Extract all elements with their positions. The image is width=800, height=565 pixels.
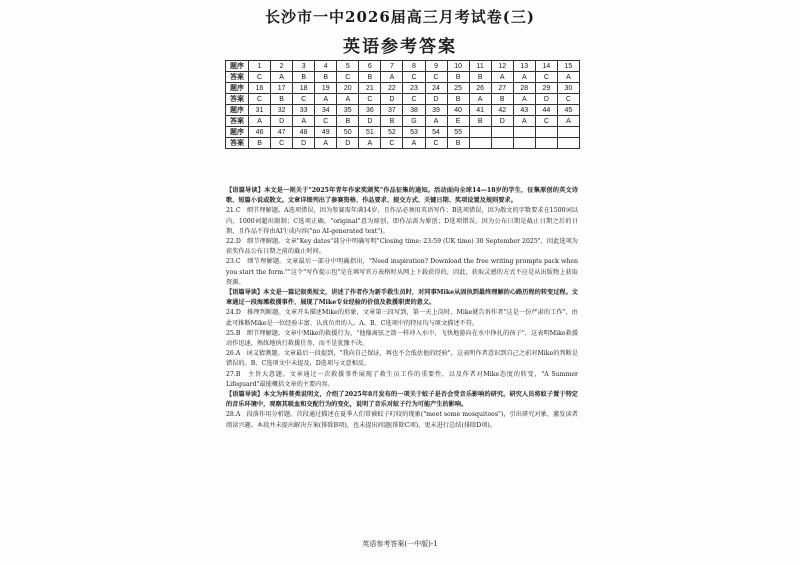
page-subtitle: 英语参考答案 (343, 37, 457, 57)
row-label: 题序 (226, 61, 249, 72)
answer-cell: A (403, 138, 425, 149)
answer-cell: A (513, 116, 535, 127)
answer-cell: 55 (447, 127, 469, 138)
row-label: 题序 (226, 127, 249, 138)
row-label: 答案 (226, 94, 249, 105)
answer-cell: 41 (469, 105, 491, 116)
answer-cell: 9 (425, 61, 447, 72)
answer-cell: 5 (337, 61, 359, 72)
answer-cell: 28 (513, 83, 535, 94)
answer-cell: D (535, 94, 557, 105)
page-title: 长沙市一中2026届高三月考试卷(三) (265, 8, 535, 26)
answer-cell: B (293, 72, 315, 83)
answer-cell: G (403, 116, 425, 127)
answer-cell: A (425, 116, 447, 127)
answer-cell: 44 (535, 105, 557, 116)
answer-cell: C (249, 72, 271, 83)
answer-cell (491, 138, 513, 149)
answer-cell: B (447, 138, 469, 149)
answer-cell: B (447, 72, 469, 83)
answer-cell: 1 (249, 61, 271, 72)
answer-cell: 19 (315, 83, 337, 94)
answer-cell: B (469, 116, 491, 127)
answer-cell: C (425, 138, 447, 149)
answer-cell: 32 (271, 105, 293, 116)
answer-cell: D (271, 116, 293, 127)
answer-table-row (226, 83, 580, 94)
answer-cell: A (359, 138, 381, 149)
row-label: 题序 (226, 83, 249, 94)
answer-cell: B (249, 138, 271, 149)
answer-explanation: 21.C 细节理解题。A选项错误，因为参赛需年满14岁，且作品必须用英语写作；B选项错误，因为散文的字数要求在1500词以内，1000词超出限制；C选项正确，"original"意为原创，即作品需为原创；D选项错误，因为公布日期是截止日期之后的日期，且作品不得由AI生成内容("no AI-generated text")。 (226, 207, 578, 235)
answer-cell: 20 (337, 83, 359, 94)
answer-cell: C (293, 94, 315, 105)
answer-table-row (226, 72, 580, 83)
answer-cell: 40 (447, 105, 469, 116)
answer-cell: 2 (271, 61, 293, 72)
answer-cell: B (469, 72, 491, 83)
answer-table-row (226, 61, 580, 72)
answer-cell (557, 138, 579, 149)
answer-cell: 23 (403, 83, 425, 94)
answer-cell: 35 (337, 105, 359, 116)
answer-cell: 43 (513, 105, 535, 116)
answer-cell: A (491, 72, 513, 83)
answer-cell: A (249, 116, 271, 127)
answer-cell: 53 (403, 127, 425, 138)
answer-cell: 30 (557, 83, 579, 94)
answer-cell: C (381, 138, 403, 149)
answer-cell: C (359, 94, 381, 105)
answer-cell: 3 (293, 61, 315, 72)
answer-cell: A (337, 94, 359, 105)
answer-cell: 31 (249, 105, 271, 116)
answer-cell: C (403, 94, 425, 105)
answer-cell (557, 127, 579, 138)
row-label: 答案 (226, 116, 249, 127)
answer-cell (513, 127, 535, 138)
answer-cell: 26 (469, 83, 491, 94)
answer-cell: E (447, 116, 469, 127)
answer-cell: A (513, 72, 535, 83)
answer-cell: C (403, 72, 425, 83)
answer-cell: C (315, 116, 337, 127)
answer-cell: 38 (403, 105, 425, 116)
answer-cell: 24 (425, 83, 447, 94)
answer-explanation: 24.D 推理判断题。文章开头描述Mike的形象，文章第三段写到，第一天上岗时，Mike就告诉作者"这是一份严肃的工作"，由此可推断Mike是一位经验丰富、认真负责的人。A、B、C选项中的特征均与原文描述不符。 (226, 309, 578, 327)
answer-cell: B (381, 116, 403, 127)
answer-cell: 10 (447, 61, 469, 72)
answer-cell: D (337, 138, 359, 149)
answer-cell: 46 (249, 127, 271, 138)
answer-cell: 48 (293, 127, 315, 138)
answer-cell: B (447, 94, 469, 105)
answer-cell: 49 (315, 127, 337, 138)
answer-explanation: 26.A 词义猜测题。文章最后一段提到，"我向自己保证，再也不会低估他的经验"，这表明作者意识到自己之前对Mike的判断是错误的。B、C选项文中未提及，D选项与文意相反。 (226, 350, 578, 368)
answer-cell: 17 (271, 83, 293, 94)
answer-table-row (226, 116, 580, 127)
answer-cell: 12 (491, 61, 513, 72)
answer-cell: 36 (359, 105, 381, 116)
answer-cell: 4 (315, 61, 337, 72)
explanation-body (226, 186, 578, 431)
answer-table (225, 60, 580, 149)
answer-table-row (226, 138, 580, 149)
answer-table-row (226, 105, 580, 116)
answer-cell: 25 (447, 83, 469, 94)
answer-cell (491, 127, 513, 138)
answer-cell: 18 (293, 83, 315, 94)
answer-cell: 22 (381, 83, 403, 94)
answer-cell: B (337, 116, 359, 127)
answer-cell: 11 (469, 61, 491, 72)
answer-cell (469, 138, 491, 149)
answer-cell: C (337, 72, 359, 83)
answer-cell: 15 (557, 61, 579, 72)
answer-cell: C (535, 72, 557, 83)
answer-explanation: 27.B 主旨大意题。文章通过一次救援事件展现了救生员工作的重要性，以及作者对Mike态度的转变，"A Summer Lifeguard"最能概括文章的主要内容。 (226, 370, 578, 388)
answer-explanation: 28.A 段落作用分析题。首段通过描述在夏季人们常被蚊子叮咬的现象("meet some mosquitoes")，引出研究对象，激发读者阅读兴趣。本段并未提出解决方案(排除B项)，也未提出问题(排除C项)，更未进行总结(排除D项)。 (226, 411, 578, 429)
answer-cell: 42 (491, 105, 513, 116)
answer-cell: 34 (315, 105, 337, 116)
answer-cell: 6 (359, 61, 381, 72)
answer-cell: C (557, 94, 579, 105)
answer-table-row (226, 94, 580, 105)
answer-cell: D (381, 94, 403, 105)
answer-cell: A (315, 138, 337, 149)
answer-cell: 37 (381, 105, 403, 116)
answer-cell: A (293, 116, 315, 127)
answer-cell: A (271, 72, 293, 83)
answer-cell: D (425, 94, 447, 105)
row-label: 答案 (226, 72, 249, 83)
answer-cell: A (315, 94, 337, 105)
answer-cell: B (315, 72, 337, 83)
answer-cell: B (271, 94, 293, 105)
answer-table-row (226, 127, 580, 138)
answer-cell: 29 (535, 83, 557, 94)
answer-explanation: 23.C 细节理解题。文章最后一部分中明确指出，"Need inspiration? Download the free writing prompts pack when you start the form.""这个"写作提示包"是在填写官方表格时从网上下载获得的，因此，获取灵感的方式不应是从出版物上获取资源。 (226, 258, 578, 286)
answer-cell: D (293, 138, 315, 149)
answer-cell: A (469, 94, 491, 105)
answer-cell: 50 (337, 127, 359, 138)
answer-cell: 51 (359, 127, 381, 138)
answer-cell: 52 (381, 127, 403, 138)
row-label: 答案 (226, 138, 249, 149)
passage-guide: 【语篇导读】本文是一篇记叙类短文，讲述了作者作为新手救生员时，对同事Mike从固执到最终理解的心路历程的转变过程。文章通过一段海滩救援事件，展现了Mike专业经验的价值及救援职责的意义。 (226, 289, 578, 307)
row-label: 题序 (226, 105, 249, 116)
answer-cell: C (271, 138, 293, 149)
answer-cell: 45 (557, 105, 579, 116)
answer-cell: C (249, 94, 271, 105)
answer-cell: 7 (381, 61, 403, 72)
answer-cell: 33 (293, 105, 315, 116)
answer-cell (535, 138, 557, 149)
answer-cell: A (513, 94, 535, 105)
answer-cell (469, 127, 491, 138)
answer-cell (535, 127, 557, 138)
answer-cell: D (359, 116, 381, 127)
answer-cell: 8 (403, 61, 425, 72)
answer-cell: 21 (359, 83, 381, 94)
answer-cell: 16 (249, 83, 271, 94)
answer-cell: 13 (513, 61, 535, 72)
page-footer: 英语参考答案(一中版)-1 (362, 540, 438, 548)
answer-cell: C (535, 116, 557, 127)
answer-cell (513, 138, 535, 149)
passage-guide: 【语篇导读】本文为科普类说明文，介绍了2025年8月发布的一项关于蚊子是否会受音乐影响的研究。研究人员将蚊子置于特定的音乐环境中，观察其吸血和交配行为的变化，说明了音乐对蚊子行为可能产生的影响。 (226, 391, 578, 409)
answer-cell: 54 (425, 127, 447, 138)
answer-cell: C (425, 72, 447, 83)
answer-cell: A (557, 116, 579, 127)
answer-cell: B (359, 72, 381, 83)
answer-cell: 47 (271, 127, 293, 138)
answer-cell: 27 (491, 83, 513, 94)
answer-cell: B (491, 94, 513, 105)
answer-cell: A (557, 72, 579, 83)
answer-explanation: 22.D 细节理解题。文章"Key dates"部分中明确写明"Closing time: 23:59 (UK time) 30 September 2025"，因此选项为获奖作品公布日期之前的截止时间。 (226, 238, 578, 256)
answer-explanation: 25.B 细节理解题。文章中Mike的救援行为，"他像离弦之箭一样冲入水中，飞快地游向在水中挣扎的孩子"，这表明Mike救援动作迅速，熟练地执行救援任务，而不是犹豫不决。 (226, 329, 578, 348)
answer-cell: 39 (425, 105, 447, 116)
answer-cell: A (381, 72, 403, 83)
answer-cell: D (491, 116, 513, 127)
passage-guide: 【语篇导读】本文是一则关于"2025年青年作家奖颁奖"作品征集的通知。活动面向全球14—18岁的学生，征集原创的英文诗歌、短篇小说或散文。文章详细列出了参赛资格、作品要求、提交方式、关键日期、奖项设置及规则要求。 (226, 187, 578, 205)
answer-cell: 14 (535, 61, 557, 72)
